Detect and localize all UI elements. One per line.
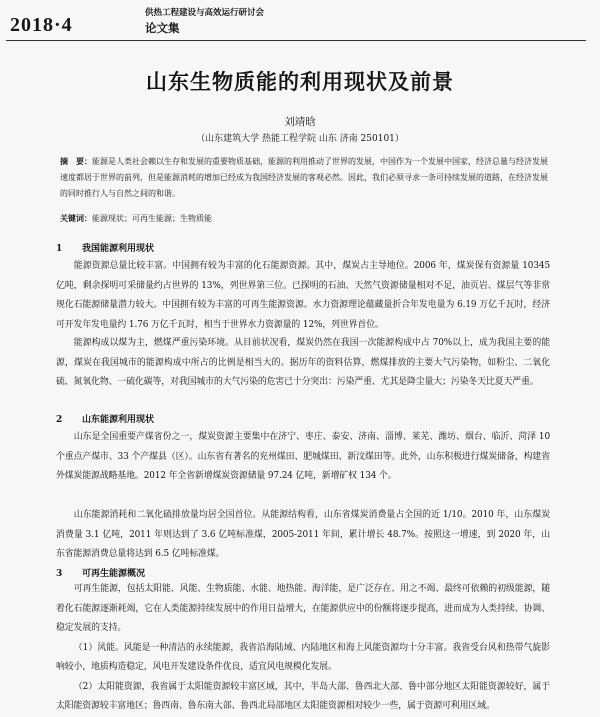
paragraph: 可再生能源，包括太阳能、风能、生物质能、水能、地热能、海洋能，是广泛存在、用之不竭、最终可依赖的初级能源，随着化石能源逐渐耗竭，它在人类能源持续发展中的作用日益增大，在能源供应中的份额将逐步提高，进而成为人类持续、协调、稳定发展的支持。 (56, 584, 550, 633)
journal-volume: 2018·4 (10, 14, 73, 36)
section-body (56, 506, 550, 565)
journal-section: 论文集 (145, 21, 180, 35)
section-title: 我国能源利用现状 (82, 244, 155, 254)
keywords (60, 213, 548, 224)
section-heading (56, 241, 550, 254)
section-body (56, 580, 550, 717)
abstract-text: 能源是人类社会赖以生存和发展的重要物质基础，能源的利用推动了世界的发展，中国作为一个发展中国家，经济总量与经济发展速度都居于世界的前列，但是能源消耗的增加已经成为我国经济发展的客观必然。因此，我们必须寻求一条可持续发展的道路，在经济发展的同时推行人与自然之间的和谐。 (60, 157, 548, 198)
abstract (60, 153, 548, 202)
section-body (56, 428, 550, 487)
abstract-label: 摘 要： (60, 156, 92, 166)
section-number: 2 (56, 415, 63, 425)
section-title: 山东能源利用现状 (82, 415, 155, 425)
paragraph: 能源构成以煤为主，燃煤严重污染环境。从目前状况看，煤炭仍然在我国一次能源构成中占 70%以上，成为我国主要的能源，煤炭在我国城市的能源构成中所占的比例是相当大的。据历年的资料估算，燃煤排放的主要大气污染物，如粉尘、二氧化硫、氮氧化物、一硫化碳等，对我国城市的大气污染的危害已十分突出：污染严重、尤其是降尘量大；污染冬天比夏天严重。 (56, 338, 550, 387)
section-number: 1 (56, 244, 63, 254)
section-heading (56, 412, 550, 425)
section-number: 3 (56, 569, 63, 579)
section-body (56, 334, 550, 393)
article-author: 刘靖晗 (284, 116, 316, 128)
paragraph: 山东能源消耗和二氧化硫排放量均居全国首位。从能源结构看，山东省煤炭消费量占全国的近 1/10。2010 年，山东煤炭消费量 3.1 亿吨，2011 年则达到了 3.6 亿吨标准煤，2005-2011 年间，累计增长 48.7%。按照这一增速，到 2020 年，山东省能源消费总量将达到 6.5 亿吨标准煤。 (56, 510, 550, 559)
section-body (56, 257, 550, 335)
paragraph: 山东是全国重要产煤省份之一，煤炭资源主要集中在济宁、枣庄、泰安、济南、淄博、莱芜、潍坊、烟台、临沂、菏泽 10 个重点产煤市、33 个产煤县（区）。山东省有著名的兖州煤田、肥城煤田、新汶煤田等。此外，山东积极进行煤炭储备，构建省外煤炭能源战略基地。2012 年全省新增煤炭资源储量 97.24 亿吨，新增矿权 134 个。 (56, 432, 550, 481)
article-affiliation: （山东建筑大学 热能工程学院 山东 济南 250101） (196, 134, 404, 144)
paragraph: （2）太阳能资源，我省属于太阳能资源较丰富区域，其中，半岛大部、鲁西北大部、鲁中部分地区太阳能资源较好，属于太阳能资源较丰富地区；鲁西南、鲁东南大部、鲁西北局部地区太阳能资源相对较少一些，属于资源可利用区域。 (56, 681, 550, 711)
journal-name: 供热工程建设与高效运行研讨会 (145, 8, 265, 18)
journal-header (10, 6, 580, 40)
article-title: 山东生物质能的利用现状及前景 (146, 69, 454, 94)
section-heading (56, 566, 550, 579)
section-title: 可再生能源概况 (82, 569, 146, 579)
keywords-text: 能源现状；可再生能源；生物质能 (92, 214, 212, 223)
paragraph: （1）风能。风能是一种清洁的永续能源，我省沿海陆域、内陆地区和海上风能资源均十分丰富。我省受台风和热带气旋影响较小，地质构造稳定，风电开发建设条件优良，适宜风电规模化发展。 (56, 642, 550, 672)
paragraph: 能源资源总量比较丰富。中国拥有较为丰富的化石能源资源。其中，煤炭占主导地位。2006 年，煤炭保有资源量 10345 亿吨，剩余探明可采储量约占世界的 13%，列世界第三位。已探明的石油、天然气资源储量相对不足，油页岩、煤层气等非常规化石能源储量潜力较大。中国拥有较为丰富的可再生能源资源。水力资源理论蕴藏量折合年发电量为 6.19 万亿千瓦时，经济可开发年发电量约 1.76 万亿千瓦时，相当于世界水力资源量的 12%，列世界首位。 (56, 261, 550, 330)
keywords-label: 关键词： (60, 213, 92, 223)
header-rule (6, 40, 586, 41)
